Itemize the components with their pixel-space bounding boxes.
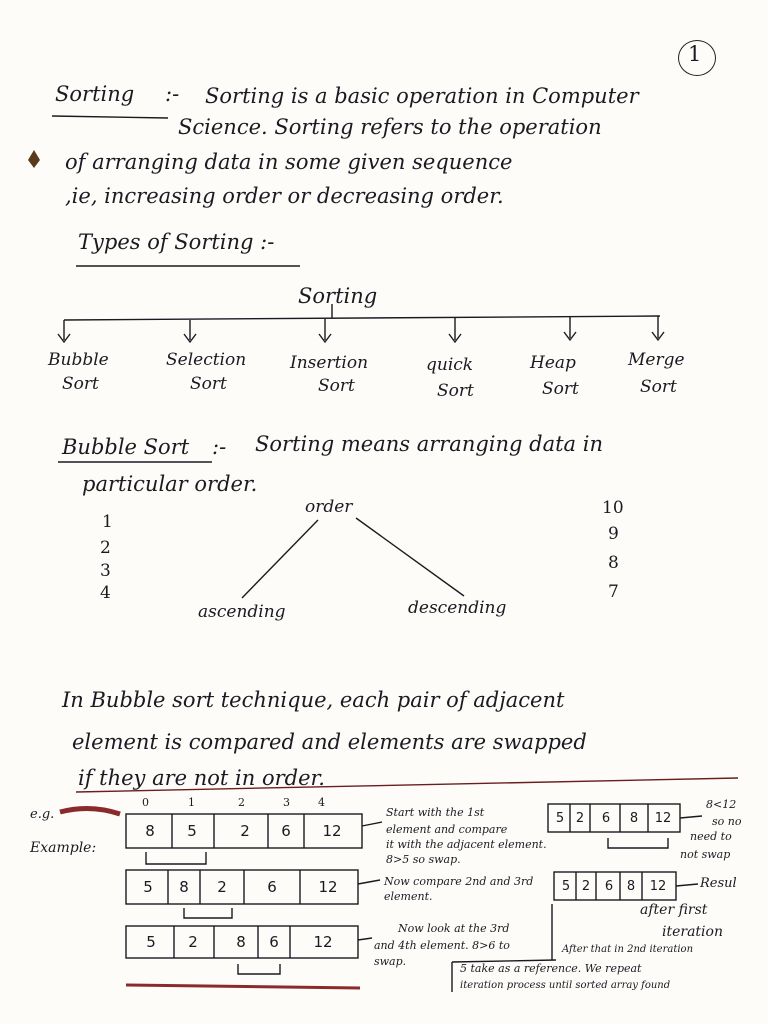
intro-line-1: Sorting is a basic operation in Computer (205, 84, 639, 108)
array-box-2 (126, 870, 358, 904)
row3-cell-2: 8 (236, 933, 246, 951)
right-box-2 (554, 872, 676, 900)
example-label: Example: (30, 840, 97, 856)
intro-heading-separator: :- (165, 82, 180, 106)
note3-line-1: Now look at the 3rd (398, 922, 510, 935)
row1-cell-2: 2 (240, 822, 250, 840)
intro-line-2: Science. Sorting refers to the operation (178, 115, 602, 139)
desc-number-7: 7 (608, 582, 619, 602)
type-heap-2: Sort (542, 379, 579, 399)
row3-cell-4: 12 (313, 933, 333, 951)
bubble-heading: Bubble Sort (62, 435, 190, 459)
right2-cell-4: 12 (649, 878, 667, 894)
type-merge-2: Sort (640, 377, 677, 397)
desc-number-8: 8 (608, 553, 619, 573)
type-selection-1: Selection (166, 350, 247, 370)
bottom-note-2: 5 take as a reference. We repeat (460, 962, 642, 975)
index-4: 4 (318, 796, 325, 809)
after-first-1: after first (640, 902, 708, 918)
page-number: 1 (688, 42, 702, 66)
technique-line-2: element is compared and elements are swapped (72, 730, 587, 754)
intro-heading: Sorting (55, 82, 135, 106)
right2-cell-2: 6 (604, 878, 614, 894)
note2-line-2: element. (384, 890, 433, 903)
type-bubble-1: Bubble (48, 350, 109, 370)
arrow-bubble (58, 320, 70, 342)
row3-cell-3: 6 (269, 933, 279, 951)
type-merge-1: Merge (628, 350, 685, 370)
technique-line-1: In Bubble sort technique, each pair of adjacent (62, 688, 565, 712)
arrow-merge (652, 316, 664, 340)
type-bubble-2: Sort (62, 374, 99, 394)
note1-line-2: element and compare (386, 823, 508, 836)
descending-branch (356, 518, 464, 596)
row3-cell-1: 2 (188, 933, 198, 951)
row2-cell-4: 12 (318, 878, 338, 896)
ascending-branch (242, 520, 318, 598)
asc-number-1: 1 (102, 512, 113, 532)
result-label: Resul (700, 876, 737, 891)
right-note-2: so no (712, 815, 742, 828)
arrow-quick (449, 318, 461, 342)
type-selection-2: Sort (190, 374, 227, 394)
type-quick-2: Sort (437, 381, 474, 401)
arrow-heap (564, 317, 576, 340)
note3-line-3: swap. (374, 955, 407, 968)
order-label: order (305, 497, 353, 517)
ascending-label: ascending (198, 602, 286, 622)
type-quick-1: quick (426, 355, 474, 375)
intro-line-3: of arranging data in some given sequence (65, 150, 513, 174)
desc-number-9: 9 (608, 524, 619, 544)
after-first-2: iteration (662, 924, 723, 940)
descending-label: descending (408, 598, 507, 618)
bubble-line-2: particular order. (82, 472, 258, 496)
bottom-note-3: iteration process until sorted array found (460, 980, 671, 991)
bubble-line-1: Sorting means arranging data in (255, 432, 603, 456)
asc-number-2: 2 (100, 538, 111, 558)
row2-cell-0: 5 (143, 878, 153, 896)
bottom-note-1: After that in 2nd iteration (562, 944, 694, 955)
eg-label: e.g. (30, 807, 55, 822)
types-heading: Types of Sorting :- (78, 230, 275, 254)
type-heap-1: Heap (530, 353, 576, 373)
right-box-1 (548, 804, 680, 832)
red-scribble (60, 808, 120, 814)
array-box-1 (126, 814, 362, 848)
right1-cell-4: 12 (654, 810, 672, 826)
type-insertion-1: Insertion (290, 353, 369, 373)
right1-cell-3: 8 (629, 810, 639, 826)
note3-line-2: and 4th element. 8>6 to (374, 939, 510, 952)
types-root: Sorting (298, 284, 378, 308)
row3-cell-0: 5 (146, 933, 156, 951)
right2-cell-0: 5 (561, 878, 571, 894)
note1-line-3: it with the adjacent element. (386, 838, 547, 851)
right1-cell-2: 6 (601, 810, 611, 826)
row1-cell-3: 6 (281, 822, 291, 840)
right1-cell-0: 5 (555, 810, 565, 826)
right1-cell-1: 2 (575, 810, 585, 826)
index-1: 1 (188, 796, 195, 809)
intro-line-4: ,ie, increasing order or decreasing order. (65, 184, 504, 208)
row1-cell-1: 5 (187, 822, 197, 840)
row1-cell-4: 12 (322, 822, 342, 840)
asc-number-4: 4 (100, 583, 111, 603)
right-note-1: 8<12 (706, 798, 737, 811)
right2-cell-3: 8 (626, 878, 636, 894)
row1-cell-0: 8 (145, 822, 155, 840)
index-0: 0 (142, 796, 149, 809)
technique-line-3: if they are not in order. (78, 766, 325, 790)
right-note-4: not swap (680, 848, 731, 861)
index-2: 2 (238, 796, 245, 809)
row2-cell-1: 8 (179, 878, 189, 896)
note1-line-4: 8>5 so swap. (386, 853, 461, 866)
type-insertion-2: Sort (318, 376, 355, 396)
sorting-underline (52, 116, 168, 118)
margin-mark (28, 150, 40, 168)
arrow-selection (184, 320, 196, 342)
note2-line-1: Now compare 2nd and 3rd (384, 875, 534, 888)
index-3: 3 (283, 796, 290, 809)
right2-cell-1: 2 (581, 878, 591, 894)
row2-cell-2: 2 (217, 878, 227, 896)
note1-line-1: Start with the 1st (386, 806, 485, 819)
desc-number-10: 10 (602, 498, 624, 518)
red-rule (76, 778, 738, 792)
bubble-heading-separator: :- (212, 435, 227, 459)
row2-cell-3: 6 (267, 878, 277, 896)
arrow-insertion (319, 319, 331, 342)
right-note-3: need to (690, 830, 732, 843)
asc-number-3: 3 (100, 561, 111, 581)
array-box-3 (126, 926, 358, 958)
